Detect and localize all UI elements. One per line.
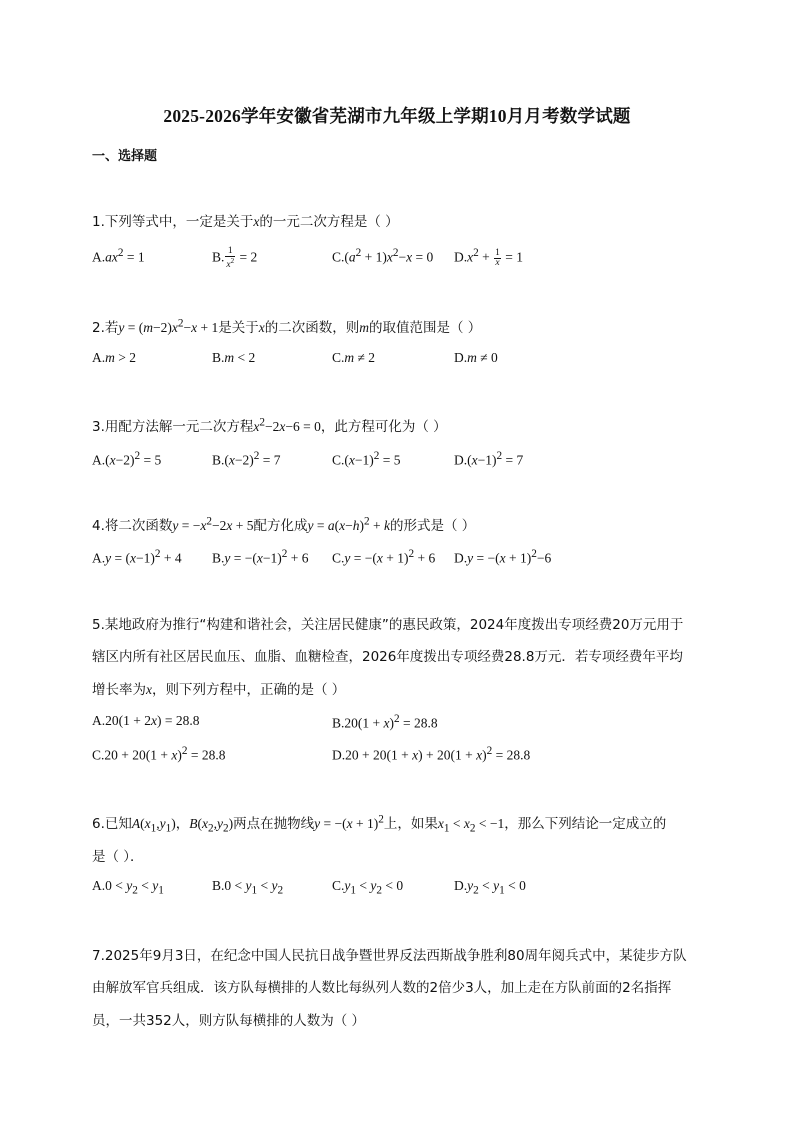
question-7-line-2: 由解放军官兵组成．该方队每横排的人数比每纵列人数的2倍少3人，加上走在方队前面的2名指挥 <box>92 980 672 996</box>
q1-option-d[interactable]: $D.x^2$ + $\frac{1}{x}$ = 1 <box>454 247 523 268</box>
question-3-stem: 3.用配方法解一元二次方程$x^2-2x-6 = 0$，此方程可化为（ ） <box>92 416 447 435</box>
question-5-options-row-2 <box>92 745 712 765</box>
question-6-line-2: 是（ ）． <box>92 849 144 865</box>
q3-option-b[interactable]: $B.(x-2)^2 = 7$ <box>212 450 281 468</box>
q4-option-d[interactable]: $D.y = -(x + 1)^2-6$ <box>454 548 552 566</box>
q3-option-d[interactable]: $D.(x-1)^2 = 7$ <box>454 450 524 468</box>
q4-option-a[interactable]: $A.y = (x-1)^2 + 4$ <box>92 548 182 566</box>
question-4-stem: 4.将二次函数$y = -x^2-2x + 5$配方化成$y = a(x-h)^2 + k$的形式是（ ） <box>92 515 476 534</box>
q3-option-a[interactable]: $A.(x-2)^2 = 5$ <box>92 450 162 468</box>
q3-option-c[interactable]: $C.(x-1)^2 = 5$ <box>332 450 401 468</box>
question-7-line-1: 7.2025年9月3日，在纪念中国人民抗日战争暨世界反法西斯战争胜利80周年阅兵式中，某徒步方队 <box>92 948 687 964</box>
question-6-options <box>92 878 712 898</box>
question-4-options <box>92 548 712 568</box>
q5-option-d[interactable]: $D.20 + 20(1 + x) + 20(1 + x)^2 = 28.8$ <box>332 745 531 763</box>
question-6-line-1: 6.已知$A(x_1,y_1)$，$B(x_2,y_2)$两点在抛物线$y = -(x + 1)^2$上，如果$x_1 < x_2 < -1$，那么下列结论一定成立的 <box>92 813 667 835</box>
q5-option-a[interactable]: A.20(1 + 2x) = 28.8 <box>92 713 200 728</box>
q2-option-a[interactable]: A.m > 2 <box>92 350 136 365</box>
q4-option-c[interactable]: $C.y = -(x + 1)^2 + 6$ <box>332 548 436 566</box>
q4-option-b[interactable]: $B.y = -(x-1)^2 + 6$ <box>212 548 309 566</box>
question-5-line-1: 5.某地政府为推行“构建和谐社会，关注居民健康”的惠民政策，2024年度拨出专项经费20万元用于 <box>92 617 684 633</box>
page-title: 2025-2026学年安徽省芜湖市九年级上学期10月月考数学试题 <box>163 106 631 126</box>
q2-option-d[interactable]: D.m ≠ 0 <box>454 350 498 365</box>
question-7-line-3: 员，一共352人，则方队每横排的人数为（ ） <box>92 1013 366 1029</box>
q5-option-b[interactable]: $B.20(1 + x)^2 = 28.8$ <box>332 713 438 731</box>
q6-option-c[interactable]: $C.y_1 < y_2 < 0$ <box>332 878 404 897</box>
question-1-options <box>92 246 712 271</box>
q6-option-a[interactable]: $A.0 < y_2 < y_1$ <box>92 878 164 897</box>
question-5-line-2: 辖区内所有社区居民血压、血脂、血糖检查，2026年度拨出专项经费28.8万元．若专项经费年平均 <box>92 649 683 665</box>
q6-option-d[interactable]: $D.y_2 < y_1 < 0$ <box>454 878 526 897</box>
section-heading: 一、选择题 <box>92 149 158 164</box>
question-5-line-3: 增长率为x，则下列方程中，正确的是（ ） <box>92 682 346 698</box>
question-5-options-row-1 <box>92 713 712 733</box>
q1-option-a[interactable]: $A.ax^2 = 1$ <box>92 247 145 265</box>
question-3-options <box>92 450 712 470</box>
q2-option-c[interactable]: C.m ≠ 2 <box>332 350 376 365</box>
q2-option-b[interactable]: B.m < 2 <box>212 350 256 365</box>
q6-option-b[interactable]: $B.0 < y_1 < y_2$ <box>212 878 284 897</box>
q1-option-b[interactable]: B. $\frac{1}{x^2}$ = 2 <box>212 246 258 271</box>
question-2-stem: 2.若$y = (m-2)x^2-x + 1$是关于x的二次函数，则m的取值范围是（ ） <box>92 317 482 336</box>
question-1-stem: 1.下列等式中，一定是关于x的一元二次方程是（ ） <box>92 214 399 230</box>
question-2-options <box>92 350 712 370</box>
q5-option-c[interactable]: $C.20 + 20(1 + x)^2 = 28.8$ <box>92 745 226 763</box>
q1-option-c[interactable]: $C.(a^2 + 1)x^2-x = 0$ <box>332 247 434 265</box>
